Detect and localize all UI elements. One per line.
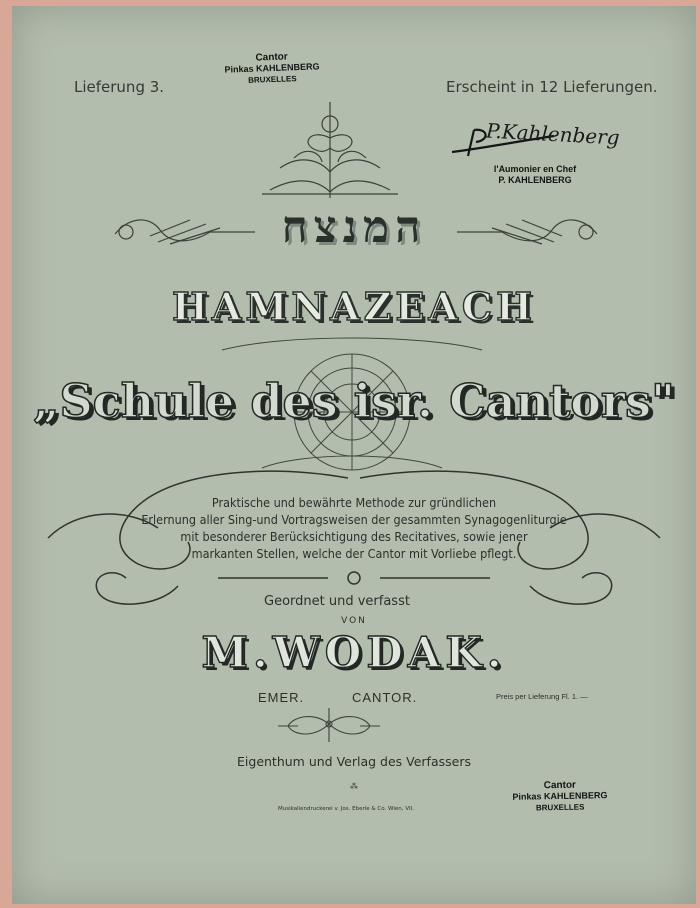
author-name: M.WODAK.: [201, 628, 507, 677]
hebrew-title: המנצח: [281, 202, 427, 253]
stamp-line: Cantor: [543, 779, 577, 792]
owner-stamp-bottom: [506, 779, 615, 814]
description-line: mit besonderer Berücksichtigung des Recitatives, sowie jener: [180, 529, 528, 544]
description-line: Praktische und bewährte Methode zur gründlichen: [211, 495, 497, 510]
imprint: Musikaliendruckerei v. Jos. Eberle & Co. Wien, VII.: [278, 806, 414, 812]
title-page: [12, 6, 696, 904]
issue-number: Lieferung 3.: [74, 78, 165, 96]
stamp-line: Pinkas KAHLENBERG: [224, 61, 320, 75]
catalog-mark: ⁂: [350, 782, 358, 791]
stamp-line: Cantor: [255, 51, 288, 64]
owner-stamp-top: [223, 50, 320, 86]
stamp-line: Pinkas KAHLENBERG: [512, 790, 608, 802]
stamp-line: l'Aumonier en Chef: [493, 164, 577, 174]
description-line: Erlernung aller Sing-und Vortragsweisen der gesammten Synagogenliturgie: [141, 512, 567, 527]
series-note: Erscheint in 12 Lieferungen.: [446, 78, 658, 96]
author-von: VON: [341, 616, 367, 626]
price: Preis per Lieferung Fl. 1. —: [496, 692, 588, 701]
author-intro: Geordnet und verfasst: [264, 594, 410, 609]
signature: P.Kahlenberg: [485, 118, 621, 150]
author-role-right: CANTOR.: [352, 690, 418, 705]
top-ornament-icon: [250, 98, 410, 208]
small-ornament-icon: [274, 706, 384, 746]
publisher: Eigenthum und Verlag des Verfassers: [237, 754, 471, 769]
stamp-line: P. KAHLENBERG: [498, 175, 572, 185]
signature-stamp: [480, 164, 590, 186]
description-line: markanten Stellen, welche der Cantor mit Vorliebe pflegt.: [191, 546, 517, 561]
description: [12, 494, 696, 562]
transliterated-title: HAMNAZEACH: [171, 284, 536, 329]
author-role-left: EMER.: [258, 690, 305, 705]
subtitle: „Schule des isr. Cantors": [33, 374, 675, 428]
stamp-line: BRUXELLES: [248, 74, 297, 85]
signature-block: [444, 118, 624, 185]
stamp-line: BRUXELLES: [535, 802, 585, 813]
